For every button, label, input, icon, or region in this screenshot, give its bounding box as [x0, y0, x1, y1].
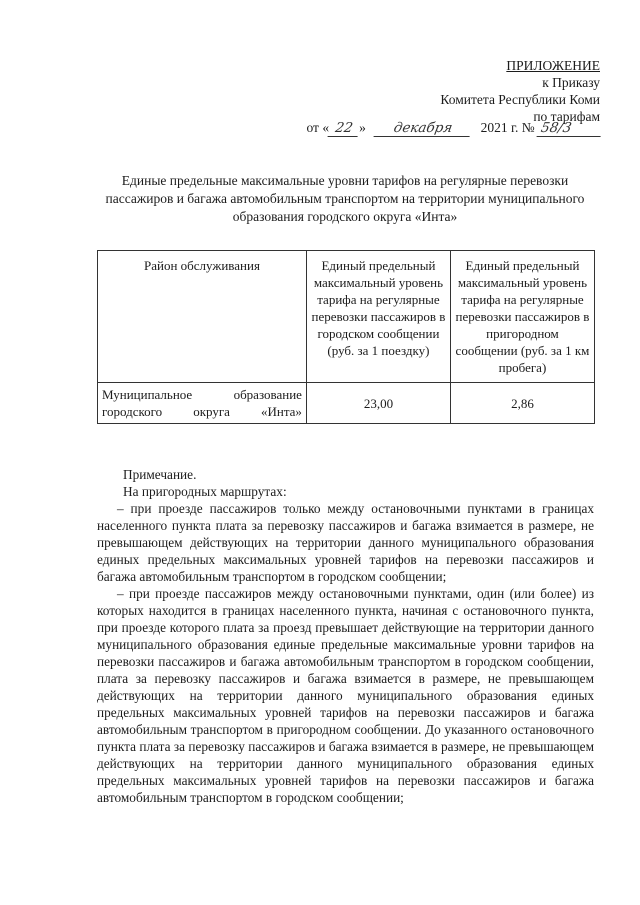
order-year: 2021 г. № [480, 120, 535, 135]
notes-label: Примечание. [123, 467, 197, 482]
note-paragraph-2: – при проезде пассажиров между остановочными пунктами, один (или более) из которых находится в границах населенного пункта, начиная с остановочного пункта, при проезде которого плата за проезд превышает действующие на территории данного муниципального образования единые предельные максимальные уровни тарифов на перевозки пассажиров и багажа автомобильным транспортом в городском сообщении, плата за перевозку пассажиров и багажа взимается в размере, не превышающем действующих на территории данного муниципального образования единых предельных максимальных уровней тарифов на перевозки пассажиров и багажа автомобильным транспортом в пригородном сообщении. До указанного остановочного пункта плата за перевозку пассажиров и багажа взимается в размере, не превышающем действующих на территории данного муниципального образования единых предельных максимальных уровней тарифов на перевозки пассажиров и багажа автомобильным транспортом в городском сообщении; [97, 586, 594, 805]
order-number-handwritten: 58/3 [537, 120, 604, 137]
appendix-order-ref: к Приказу [542, 75, 600, 90]
appendix-committee: Комитета Республики Коми [440, 92, 600, 107]
appendix-tariffs: по тарифам [533, 109, 600, 124]
cell-district: Муниципальное образование городского округа «Инта» [98, 383, 307, 424]
document-title: Единые предельные максимальные уровни тарифов на регулярные перевозки пассажиров и багажа автомобильным транспортом на территории муниципального образования городского округа «Инта» [105, 173, 585, 224]
notes-section [97, 466, 594, 806]
table-header-row [98, 251, 595, 383]
note-paragraph-1: – при проезде пассажиров только между остановочными пунктами в границах населенного пункта плата за перевозку пассажиров и багажа взимается в размере, не превышающем действующих на территории данного муниципального образования единых предельных максимальных уровней тарифов на перевозки пассажиров и багажа автомобильным транспортом в городском сообщении; [97, 501, 594, 584]
notes-sublabel: На пригородных маршрутах: [123, 484, 287, 499]
appendix-header [340, 57, 600, 125]
order-month-handwritten: декабря [374, 120, 473, 137]
header-city-tariff: Единый предельный максимальный уровень тарифа на регулярные перевозки пассажиров в городском сообщении (руб. за 1 поездку) [306, 251, 450, 383]
cell-suburban-tariff: 2,86 [450, 383, 594, 424]
order-day-close: » [359, 120, 366, 135]
appendix-label: ПРИЛОЖЕНИЕ [506, 58, 600, 73]
order-prefix: от « [306, 120, 330, 135]
order-date-line [306, 120, 602, 137]
table-row [98, 383, 595, 424]
cell-city-tariff: 23,00 [306, 383, 450, 424]
header-service-area: Район обслуживания [98, 251, 307, 383]
tariff-table [97, 250, 595, 424]
order-day-handwritten: 22 [328, 120, 361, 137]
header-suburban-tariff: Единый предельный максимальный уровень тарифа на регулярные перевозки пассажиров в пригородном сообщении (руб. за 1 км пробега) [450, 251, 594, 383]
